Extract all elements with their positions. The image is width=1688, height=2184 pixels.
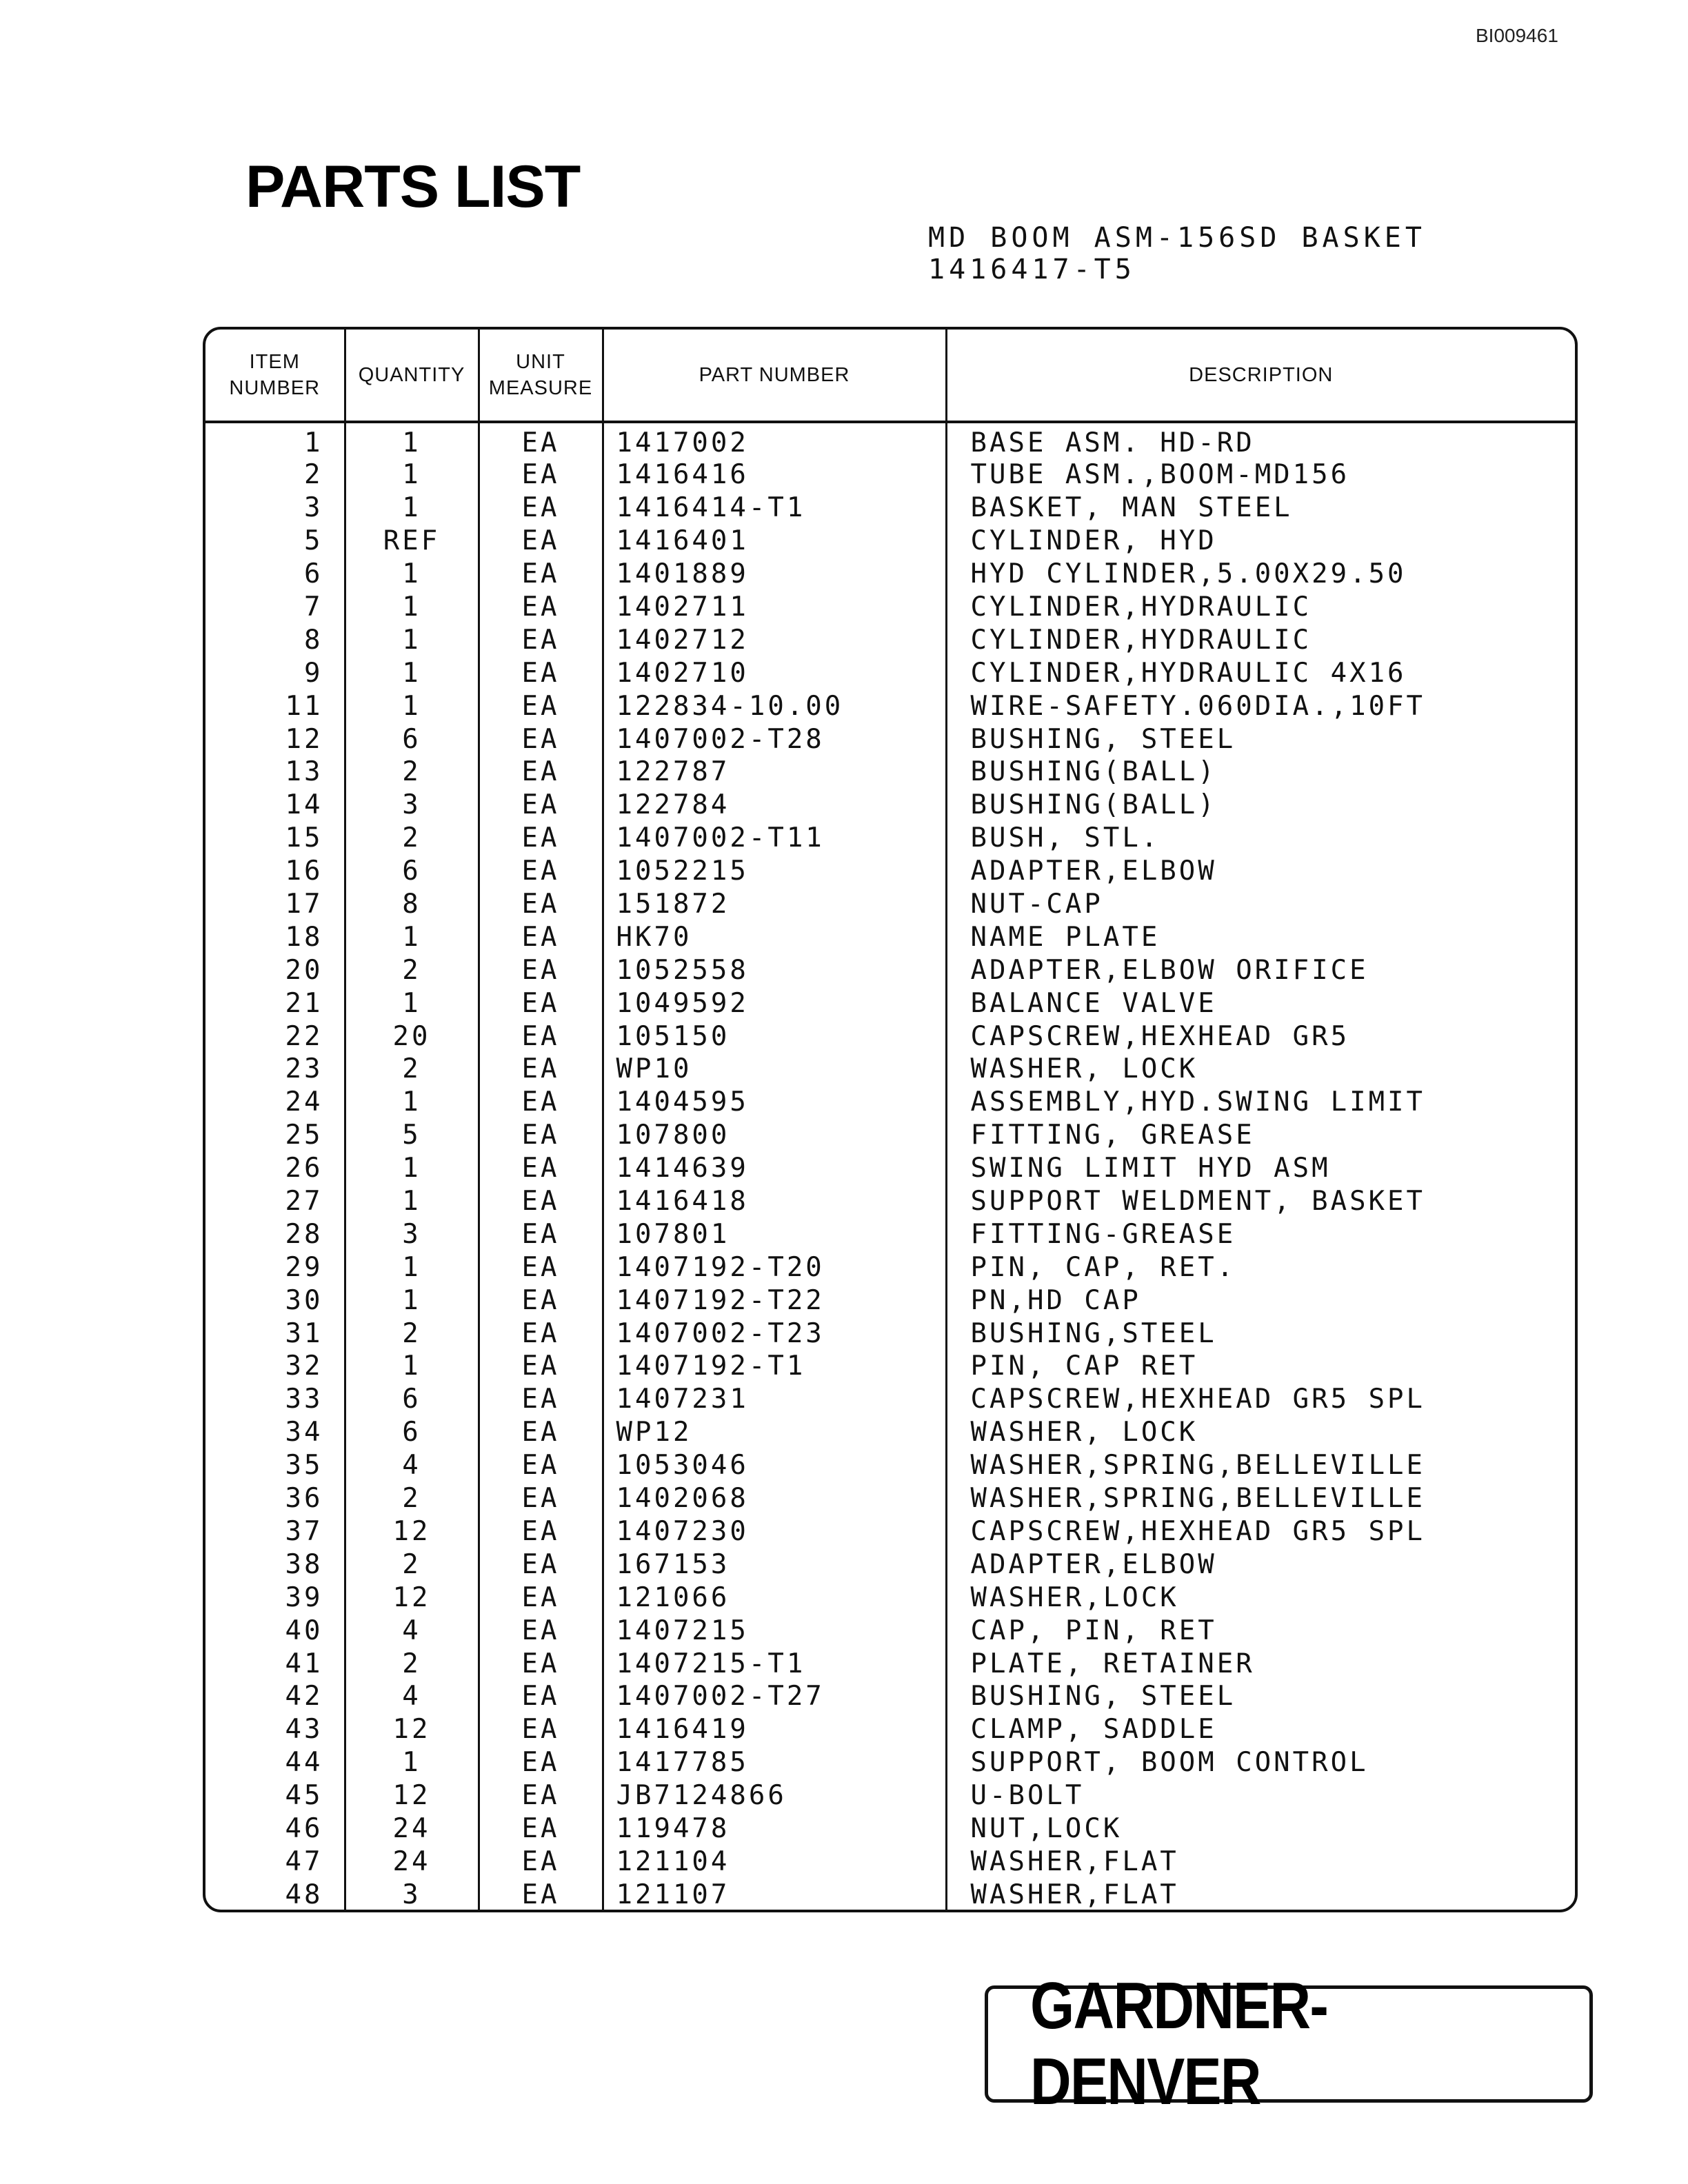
item-number-cell: 42 bbox=[205, 1680, 345, 1713]
description-cell: BUSHING, STEEL bbox=[970, 723, 1236, 755]
unit-measure-cell: EA bbox=[479, 1647, 603, 1680]
unit-measure-cell: EA bbox=[479, 623, 603, 656]
description-cell: NUT,LOCK bbox=[970, 1812, 1123, 1844]
quantity-cell: 2 bbox=[345, 953, 479, 987]
part-number-cell: 1416401 bbox=[603, 525, 946, 558]
unit-measure-cell: EA bbox=[479, 1878, 603, 1911]
quantity-cell: 2 bbox=[345, 1548, 479, 1581]
description-cell: CYLINDER,HYDRAULIC bbox=[970, 624, 1312, 656]
part-number-cell: 1407002-T23 bbox=[603, 1317, 946, 1350]
table-row bbox=[205, 1217, 1575, 1251]
description-cell: CAP, PIN, RET bbox=[970, 1615, 1217, 1646]
table-row bbox=[205, 1680, 1575, 1713]
unit-measure-cell: EA bbox=[479, 1317, 603, 1350]
item-number-cell: 23 bbox=[205, 1053, 345, 1086]
description-cell: ADAPTER,ELBOW bbox=[970, 1548, 1217, 1580]
part-number-cell: 121107 bbox=[603, 1878, 946, 1911]
quantity-cell: 1 bbox=[345, 1746, 479, 1779]
item-number-cell: 38 bbox=[205, 1548, 345, 1581]
item-number-cell: 11 bbox=[205, 689, 345, 722]
item-number-cell: 5 bbox=[205, 525, 345, 558]
quantity-cell: 6 bbox=[345, 1416, 479, 1449]
quantity-cell: 4 bbox=[345, 1449, 479, 1482]
table-row bbox=[205, 953, 1575, 987]
description-cell: SUPPORT, BOOM CONTROL bbox=[970, 1747, 1369, 1779]
item-number-cell: 33 bbox=[205, 1383, 345, 1416]
part-number-cell: 1416418 bbox=[603, 1185, 946, 1218]
part-number-cell: WP10 bbox=[603, 1053, 946, 1086]
assembly-name: MD BOOM ASM-156SD BASKET bbox=[928, 222, 1426, 254]
item-number-cell: 20 bbox=[205, 953, 345, 987]
unit-measure-cell: EA bbox=[479, 1482, 603, 1515]
quantity-cell: 2 bbox=[345, 1647, 479, 1680]
unit-measure-cell: EA bbox=[479, 1086, 603, 1119]
item-number-cell: 8 bbox=[205, 623, 345, 656]
description-cell: ADAPTER,ELBOW bbox=[970, 856, 1217, 887]
part-number-cell: 1417002 bbox=[603, 422, 946, 458]
table-row bbox=[205, 1812, 1575, 1846]
table-row bbox=[205, 1548, 1575, 1581]
description-cell: WIRE-SAFETY.060DIA.,10FT bbox=[970, 690, 1426, 722]
table-row bbox=[205, 1317, 1575, 1350]
quantity-cell: 6 bbox=[345, 1383, 479, 1416]
item-number-cell: 41 bbox=[205, 1647, 345, 1680]
quantity-cell: 4 bbox=[345, 1614, 479, 1647]
description-cell: CAPSCREW,HEXHEAD GR5 SPL bbox=[970, 1384, 1426, 1415]
unit-measure-cell: EA bbox=[479, 953, 603, 987]
table-row bbox=[205, 1251, 1575, 1284]
quantity-cell: 2 bbox=[345, 1317, 479, 1350]
description-cell: FITTING-GREASE bbox=[970, 1218, 1236, 1250]
quantity-cell: 2 bbox=[345, 822, 479, 855]
quantity-cell: 1 bbox=[345, 1350, 479, 1383]
item-number-cell: 48 bbox=[205, 1878, 345, 1911]
unit-measure-cell: EA bbox=[479, 1581, 603, 1614]
description-cell: BUSH, STL. bbox=[970, 822, 1160, 854]
table-body bbox=[205, 422, 1575, 1911]
part-number-cell: 1407231 bbox=[603, 1383, 946, 1416]
unit-measure-cell: EA bbox=[479, 1515, 603, 1548]
table-row bbox=[205, 558, 1575, 591]
table-row bbox=[205, 1779, 1575, 1812]
quantity-cell: 1 bbox=[345, 422, 479, 458]
header-part-number: PART NUMBER bbox=[603, 330, 946, 422]
description-cell: CLAMP, SADDLE bbox=[970, 1714, 1217, 1746]
unit-measure-cell: EA bbox=[479, 1548, 603, 1581]
table-row bbox=[205, 656, 1575, 689]
quantity-cell: 4 bbox=[345, 1680, 479, 1713]
gardner-denver-logo bbox=[985, 1969, 1593, 2119]
page-title: PARTS LIST bbox=[245, 154, 581, 220]
quantity-cell: 1 bbox=[345, 1086, 479, 1119]
description-cell: TUBE ASM.,BOOM-MD156 bbox=[970, 459, 1350, 491]
quantity-cell: 1 bbox=[345, 1284, 479, 1317]
unit-measure-cell: EA bbox=[479, 1779, 603, 1812]
part-number-cell: 1402711 bbox=[603, 591, 946, 624]
quantity-cell: 2 bbox=[345, 1482, 479, 1515]
item-number-cell: 12 bbox=[205, 722, 345, 756]
quantity-cell: 12 bbox=[345, 1713, 479, 1746]
description-cell: PLATE, RETAINER bbox=[970, 1648, 1255, 1679]
item-number-cell: 17 bbox=[205, 888, 345, 921]
item-number-cell: 47 bbox=[205, 1845, 345, 1878]
table-row bbox=[205, 689, 1575, 722]
quantity-cell: 1 bbox=[345, 623, 479, 656]
quantity-cell: 1 bbox=[345, 689, 479, 722]
item-number-cell: 36 bbox=[205, 1482, 345, 1515]
part-number-cell: 121066 bbox=[603, 1581, 946, 1614]
table-row bbox=[205, 1152, 1575, 1185]
quantity-cell: 8 bbox=[345, 888, 479, 921]
item-number-cell: 16 bbox=[205, 855, 345, 888]
part-number-cell: WP12 bbox=[603, 1416, 946, 1449]
description-cell: BUSHING(BALL) bbox=[970, 789, 1217, 821]
item-number-cell: 39 bbox=[205, 1581, 345, 1614]
unit-measure-cell: EA bbox=[479, 888, 603, 921]
description-cell: ADAPTER,ELBOW ORIFICE bbox=[970, 954, 1369, 986]
table-row bbox=[205, 1449, 1575, 1482]
quantity-cell: 12 bbox=[345, 1779, 479, 1812]
table-row bbox=[205, 1053, 1575, 1086]
description-cell: CYLINDER,HYDRAULIC bbox=[970, 592, 1312, 623]
unit-measure-cell: EA bbox=[479, 789, 603, 822]
part-number-cell: 105150 bbox=[603, 1020, 946, 1053]
table-row bbox=[205, 1383, 1575, 1416]
part-number-cell: 1404595 bbox=[603, 1086, 946, 1119]
description-cell: CAPSCREW,HEXHEAD GR5 bbox=[970, 1020, 1350, 1052]
description-cell: BASKET, MAN STEEL bbox=[970, 492, 1293, 524]
part-number-cell: 1407002-T27 bbox=[603, 1680, 946, 1713]
part-number-cell: 1407230 bbox=[603, 1515, 946, 1548]
header-unit-measure: UNIT MEASURE bbox=[479, 330, 603, 422]
table-row bbox=[205, 1845, 1575, 1878]
table-row bbox=[205, 1713, 1575, 1746]
description-cell: BUSHING,STEEL bbox=[970, 1317, 1217, 1349]
unit-measure-cell: EA bbox=[479, 1449, 603, 1482]
unit-measure-cell: EA bbox=[479, 656, 603, 689]
description-cell: ASSEMBLY,HYD.SWING LIMIT bbox=[970, 1086, 1426, 1118]
quantity-cell: 1 bbox=[345, 1251, 479, 1284]
assembly-subtitle bbox=[928, 222, 1426, 285]
header-description: DESCRIPTION bbox=[946, 330, 1575, 422]
unit-measure-cell: EA bbox=[479, 1416, 603, 1449]
part-number-cell: 1407002-T11 bbox=[603, 822, 946, 855]
unit-measure-cell: EA bbox=[479, 1152, 603, 1185]
item-number-cell: 31 bbox=[205, 1317, 345, 1350]
table-row bbox=[205, 591, 1575, 624]
description-cell: WASHER,LOCK bbox=[970, 1581, 1179, 1613]
unit-measure-cell: EA bbox=[479, 422, 603, 458]
unit-measure-cell: EA bbox=[479, 987, 603, 1020]
item-number-cell: 13 bbox=[205, 756, 345, 789]
description-cell: FITTING, GREASE bbox=[970, 1120, 1255, 1151]
item-number-cell: 44 bbox=[205, 1746, 345, 1779]
quantity-cell: REF bbox=[345, 525, 479, 558]
unit-measure-cell: EA bbox=[479, 492, 603, 525]
description-cell: WASHER, LOCK bbox=[970, 1417, 1198, 1448]
description-cell: NUT-CAP bbox=[970, 889, 1103, 920]
table-row bbox=[205, 1416, 1575, 1449]
table-row bbox=[205, 623, 1575, 656]
part-number-cell: 1407192-T20 bbox=[603, 1251, 946, 1284]
quantity-cell: 6 bbox=[345, 855, 479, 888]
item-number-cell: 7 bbox=[205, 591, 345, 624]
part-number-cell: 122834-10.00 bbox=[603, 689, 946, 722]
unit-measure-cell: EA bbox=[479, 1812, 603, 1846]
part-number-cell: 1401889 bbox=[603, 558, 946, 591]
table-row bbox=[205, 1614, 1575, 1647]
quantity-cell: 1 bbox=[345, 987, 479, 1020]
table-row bbox=[205, 920, 1575, 953]
table-row bbox=[205, 822, 1575, 855]
description-cell: CYLINDER,HYDRAULIC 4X16 bbox=[970, 657, 1407, 689]
quantity-cell: 20 bbox=[345, 1020, 479, 1053]
part-number-cell: HK70 bbox=[603, 920, 946, 953]
quantity-cell: 2 bbox=[345, 1053, 479, 1086]
unit-measure-cell: EA bbox=[479, 722, 603, 756]
table-row bbox=[205, 756, 1575, 789]
quantity-cell: 24 bbox=[345, 1845, 479, 1878]
description-cell: CYLINDER, HYD bbox=[970, 525, 1217, 557]
table-row bbox=[205, 1350, 1575, 1383]
table-row bbox=[205, 492, 1575, 525]
quantity-cell: 24 bbox=[345, 1812, 479, 1846]
description-cell: WASHER,SPRING,BELLEVILLE bbox=[970, 1483, 1426, 1515]
item-number-cell: 14 bbox=[205, 789, 345, 822]
item-number-cell: 1 bbox=[205, 422, 345, 458]
quantity-cell: 1 bbox=[345, 492, 479, 525]
unit-measure-cell: EA bbox=[479, 1614, 603, 1647]
table-row bbox=[205, 1647, 1575, 1680]
item-number-cell: 43 bbox=[205, 1713, 345, 1746]
part-number-cell: 1407215 bbox=[603, 1614, 946, 1647]
unit-measure-cell: EA bbox=[479, 1119, 603, 1152]
part-number-cell: 1049592 bbox=[603, 987, 946, 1020]
unit-measure-cell: EA bbox=[479, 1251, 603, 1284]
unit-measure-cell: EA bbox=[479, 1053, 603, 1086]
part-number-cell: 1053046 bbox=[603, 1449, 946, 1482]
unit-measure-cell: EA bbox=[479, 920, 603, 953]
description-cell: CAPSCREW,HEXHEAD GR5 SPL bbox=[970, 1515, 1426, 1547]
header-quantity: QUANTITY bbox=[345, 330, 479, 422]
quantity-cell: 5 bbox=[345, 1119, 479, 1152]
unit-measure-cell: EA bbox=[479, 558, 603, 591]
unit-measure-cell: EA bbox=[479, 1284, 603, 1317]
part-number-cell: 167153 bbox=[603, 1548, 946, 1581]
item-number-cell: 9 bbox=[205, 656, 345, 689]
table-row bbox=[205, 525, 1575, 558]
description-cell: PIN, CAP RET bbox=[970, 1351, 1198, 1382]
description-cell: WASHER,FLAT bbox=[970, 1846, 1179, 1877]
quantity-cell: 1 bbox=[345, 920, 479, 953]
part-number-cell: 1402710 bbox=[603, 656, 946, 689]
table-header-row bbox=[205, 330, 1575, 422]
description-cell: BASE ASM. HD-RD bbox=[970, 427, 1255, 458]
table-row bbox=[205, 1020, 1575, 1053]
table-row bbox=[205, 1284, 1575, 1317]
table-row bbox=[205, 888, 1575, 921]
item-number-cell: 35 bbox=[205, 1449, 345, 1482]
quantity-cell: 3 bbox=[345, 1878, 479, 1911]
quantity-cell: 1 bbox=[345, 656, 479, 689]
description-cell: NAME PLATE bbox=[970, 921, 1160, 953]
unit-measure-cell: EA bbox=[479, 1845, 603, 1878]
table-row bbox=[205, 1878, 1575, 1911]
unit-measure-cell: EA bbox=[479, 1350, 603, 1383]
item-number-cell: 6 bbox=[205, 558, 345, 591]
quantity-cell: 1 bbox=[345, 1185, 479, 1218]
part-number-cell: 151872 bbox=[603, 888, 946, 921]
description-cell: WASHER,SPRING,BELLEVILLE bbox=[970, 1450, 1426, 1482]
part-number-cell: 1417785 bbox=[603, 1746, 946, 1779]
part-number-cell: 1052215 bbox=[603, 855, 946, 888]
description-cell: PIN, CAP, RET. bbox=[970, 1251, 1236, 1283]
description-cell: HYD CYLINDER,5.00X29.50 bbox=[970, 558, 1407, 590]
unit-measure-cell: EA bbox=[479, 1383, 603, 1416]
item-number-cell: 46 bbox=[205, 1812, 345, 1846]
quantity-cell: 1 bbox=[345, 591, 479, 624]
description-cell: SWING LIMIT HYD ASM bbox=[970, 1153, 1331, 1184]
unit-measure-cell: EA bbox=[479, 689, 603, 722]
unit-measure-cell: EA bbox=[479, 591, 603, 624]
logo-text: GARDNER-DENVER bbox=[1030, 1969, 1328, 2119]
unit-measure-cell: EA bbox=[479, 822, 603, 855]
quantity-cell: 3 bbox=[345, 1217, 479, 1251]
part-number-cell: 122784 bbox=[603, 789, 946, 822]
description-cell: BALANCE VALVE bbox=[970, 987, 1217, 1019]
unit-measure-cell: EA bbox=[479, 1713, 603, 1746]
part-number-cell: 1402712 bbox=[603, 623, 946, 656]
part-number-cell: 121104 bbox=[603, 1845, 946, 1878]
table-row bbox=[205, 1086, 1575, 1119]
item-number-cell: 15 bbox=[205, 822, 345, 855]
quantity-cell: 3 bbox=[345, 789, 479, 822]
part-number-cell: 1407215-T1 bbox=[603, 1647, 946, 1680]
assembly-part-number: 1416417-T5 bbox=[928, 254, 1136, 285]
part-number-cell: 1416416 bbox=[603, 458, 946, 492]
unit-measure-cell: EA bbox=[479, 756, 603, 789]
table-row bbox=[205, 789, 1575, 822]
description-cell: SUPPORT WELDMENT, BASKET bbox=[970, 1186, 1426, 1217]
table-row bbox=[205, 987, 1575, 1020]
unit-measure-cell: EA bbox=[479, 1020, 603, 1053]
unit-measure-cell: EA bbox=[479, 1217, 603, 1251]
item-number-cell: 40 bbox=[205, 1614, 345, 1647]
part-number-cell: 122787 bbox=[603, 756, 946, 789]
table-row bbox=[205, 1185, 1575, 1218]
item-number-cell: 21 bbox=[205, 987, 345, 1020]
item-number-cell: 26 bbox=[205, 1152, 345, 1185]
unit-measure-cell: EA bbox=[479, 1680, 603, 1713]
item-number-cell: 30 bbox=[205, 1284, 345, 1317]
table-row bbox=[205, 855, 1575, 888]
table-row bbox=[205, 722, 1575, 756]
quantity-cell: 12 bbox=[345, 1515, 479, 1548]
part-number-cell: 1416419 bbox=[603, 1713, 946, 1746]
table-row bbox=[205, 1581, 1575, 1614]
item-number-cell: 2 bbox=[205, 458, 345, 492]
item-number-cell: 37 bbox=[205, 1515, 345, 1548]
unit-measure-cell: EA bbox=[479, 1746, 603, 1779]
part-number-cell: 1052558 bbox=[603, 953, 946, 987]
unit-measure-cell: EA bbox=[479, 1185, 603, 1218]
part-number-cell: 1407002-T28 bbox=[603, 722, 946, 756]
description-cell: BUSHING(BALL) bbox=[970, 756, 1217, 788]
quantity-cell: 2 bbox=[345, 756, 479, 789]
part-number-cell: 1407192-T22 bbox=[603, 1284, 946, 1317]
table-row bbox=[205, 458, 1575, 492]
parts-table-frame bbox=[203, 327, 1578, 1912]
quantity-cell: 1 bbox=[345, 558, 479, 591]
item-number-cell: 29 bbox=[205, 1251, 345, 1284]
parts-table bbox=[205, 330, 1575, 1911]
item-number-cell: 25 bbox=[205, 1119, 345, 1152]
description-cell: PN,HD CAP bbox=[970, 1284, 1141, 1316]
item-number-cell: 24 bbox=[205, 1086, 345, 1119]
part-number-cell: 1416414-T1 bbox=[603, 492, 946, 525]
item-number-cell: 28 bbox=[205, 1217, 345, 1251]
quantity-cell: 6 bbox=[345, 722, 479, 756]
unit-measure-cell: EA bbox=[479, 525, 603, 558]
quantity-cell: 1 bbox=[345, 1152, 479, 1185]
description-cell: U-BOLT bbox=[970, 1780, 1085, 1812]
unit-measure-cell: EA bbox=[479, 458, 603, 492]
item-number-cell: 27 bbox=[205, 1185, 345, 1218]
part-number-cell: 1414639 bbox=[603, 1152, 946, 1185]
item-number-cell: 34 bbox=[205, 1416, 345, 1449]
part-number-cell: 1407192-T1 bbox=[603, 1350, 946, 1383]
description-cell: BUSHING, STEEL bbox=[970, 1681, 1236, 1712]
item-number-cell: 22 bbox=[205, 1020, 345, 1053]
quantity-cell: 12 bbox=[345, 1581, 479, 1614]
part-number-cell: 1402068 bbox=[603, 1482, 946, 1515]
table-row bbox=[205, 1482, 1575, 1515]
table-row bbox=[205, 1746, 1575, 1779]
part-number-cell: JB7124866 bbox=[603, 1779, 946, 1812]
part-number-cell: 107800 bbox=[603, 1119, 946, 1152]
quantity-cell: 1 bbox=[345, 458, 479, 492]
description-cell: WASHER,FLAT bbox=[970, 1879, 1179, 1910]
part-number-cell: 119478 bbox=[603, 1812, 946, 1846]
description-cell: WASHER, LOCK bbox=[970, 1053, 1198, 1085]
item-number-cell: 32 bbox=[205, 1350, 345, 1383]
document-id: BI009461 bbox=[1476, 25, 1558, 46]
part-number-cell: 107801 bbox=[603, 1217, 946, 1251]
table-row bbox=[205, 422, 1575, 458]
table-row bbox=[205, 1119, 1575, 1152]
item-number-cell: 45 bbox=[205, 1779, 345, 1812]
table-row bbox=[205, 1515, 1575, 1548]
unit-measure-cell: EA bbox=[479, 855, 603, 888]
item-number-cell: 3 bbox=[205, 492, 345, 525]
item-number-cell: 18 bbox=[205, 920, 345, 953]
header-item-number: ITEM NUMBER bbox=[205, 330, 345, 422]
